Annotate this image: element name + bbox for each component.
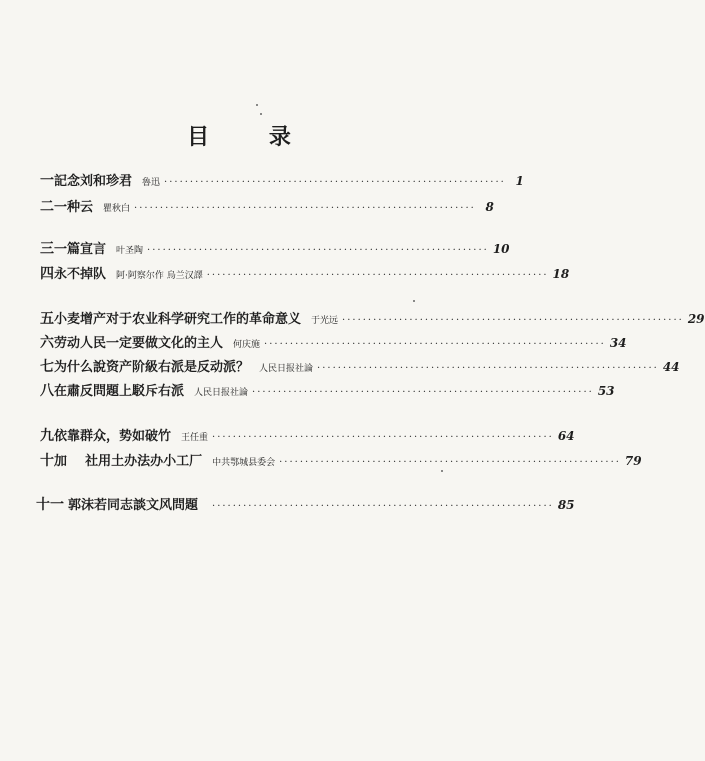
entry-author: 王任重 [181, 433, 209, 443]
entry-number: 二 [40, 199, 54, 215]
entry-page: 44 [662, 360, 680, 374]
entry-number: 十一 [36, 497, 64, 513]
dot-leader: ·································································· [147, 245, 489, 256]
dot-leader: ·································································· [212, 432, 554, 443]
entry-author: 叶圣陶 [116, 246, 144, 256]
toc-entry-9[interactable] [40, 425, 575, 444]
entry-title: 依靠群众，势如破竹 [54, 429, 172, 444]
entry-title: 为什么說资产阶級右派是反动派？ [54, 360, 250, 375]
entry-title: 郭沫若同志談文风問題 [68, 498, 199, 513]
dot-leader: ·································································· [212, 501, 554, 512]
entry-title: 一种云 [54, 200, 94, 215]
toc-entry-3[interactable] [40, 238, 510, 257]
entry-page: 1 [515, 174, 524, 188]
entry-title: 一篇宣言 [54, 242, 107, 257]
entry-number: 八 [40, 383, 54, 399]
toc-entry-1[interactable] [40, 170, 524, 189]
entry-title: 記念刘和珍君 [54, 174, 133, 189]
entry-author: 人民日报社論 [259, 364, 314, 374]
dot-leader: ·································································· [252, 387, 594, 398]
entry-author: 阿·阿察尔作 烏兰汉譯 [116, 271, 203, 281]
toc-entry-7[interactable] [40, 356, 680, 375]
paper-speck [256, 104, 258, 106]
entry-number: 一 [40, 173, 54, 189]
entry-author: 瞿秋白 [103, 204, 131, 214]
dot-leader: ·································································· [279, 457, 621, 468]
paper-speck [413, 300, 415, 302]
entry-title: 小麦增产对于农业科学研究工作的革命意义 [54, 312, 302, 327]
entry-author: 人民日报社論 [194, 388, 249, 398]
entry-title: 加 社用土办法办小工厂 [54, 454, 203, 469]
paper-speck [260, 113, 262, 115]
toc-entry-8[interactable] [40, 380, 615, 399]
entry-author: 魯迅 [142, 178, 161, 188]
toc-entry-2[interactable] [40, 196, 494, 215]
toc-entry-10[interactable] [40, 450, 642, 469]
entry-page: 29 [687, 312, 705, 326]
paper-speck [441, 470, 443, 472]
entry-author: 中共鄂城县委会 [212, 458, 276, 468]
entry-author: 何庆施 [233, 340, 261, 350]
entry-page: 85 [557, 498, 575, 512]
entry-page: 53 [597, 384, 615, 398]
entry-page: 34 [609, 336, 627, 350]
entry-number: 九 [40, 428, 54, 444]
dot-leader: ·································································· [317, 363, 659, 374]
entry-page: 79 [624, 454, 642, 468]
entry-page: 10 [492, 242, 510, 256]
toc-entry-6[interactable] [40, 332, 627, 351]
entry-number: 七 [40, 359, 54, 375]
entry-page: 8 [485, 200, 494, 214]
entry-number: 三 [40, 241, 54, 257]
entry-title: 劳动人民一定要做文化的主人 [54, 336, 224, 351]
page-title: 目 录 [187, 125, 317, 150]
entry-page: 18 [552, 267, 570, 281]
dot-leader: ·································································· [264, 339, 606, 350]
entry-title: 永不掉队 [54, 267, 107, 282]
entry-author: 于光远 [311, 316, 339, 326]
dot-leader: ·································································· [342, 315, 684, 326]
toc-entry-4[interactable] [40, 263, 570, 282]
entry-page: 64 [557, 429, 575, 443]
dot-leader: ·································································· [164, 177, 506, 188]
toc-entry-5[interactable] [40, 308, 705, 327]
entry-title: 在肅反問題上駁斥右派 [54, 384, 185, 399]
entry-number: 六 [40, 335, 54, 351]
dot-leader: ·································································· [206, 270, 549, 281]
entry-number: 四 [40, 266, 54, 282]
entry-number: 五 [40, 311, 54, 327]
toc-entry-11[interactable] [36, 494, 575, 513]
dot-leader: ·································································· [134, 203, 476, 214]
entry-number: 十 [40, 453, 54, 469]
